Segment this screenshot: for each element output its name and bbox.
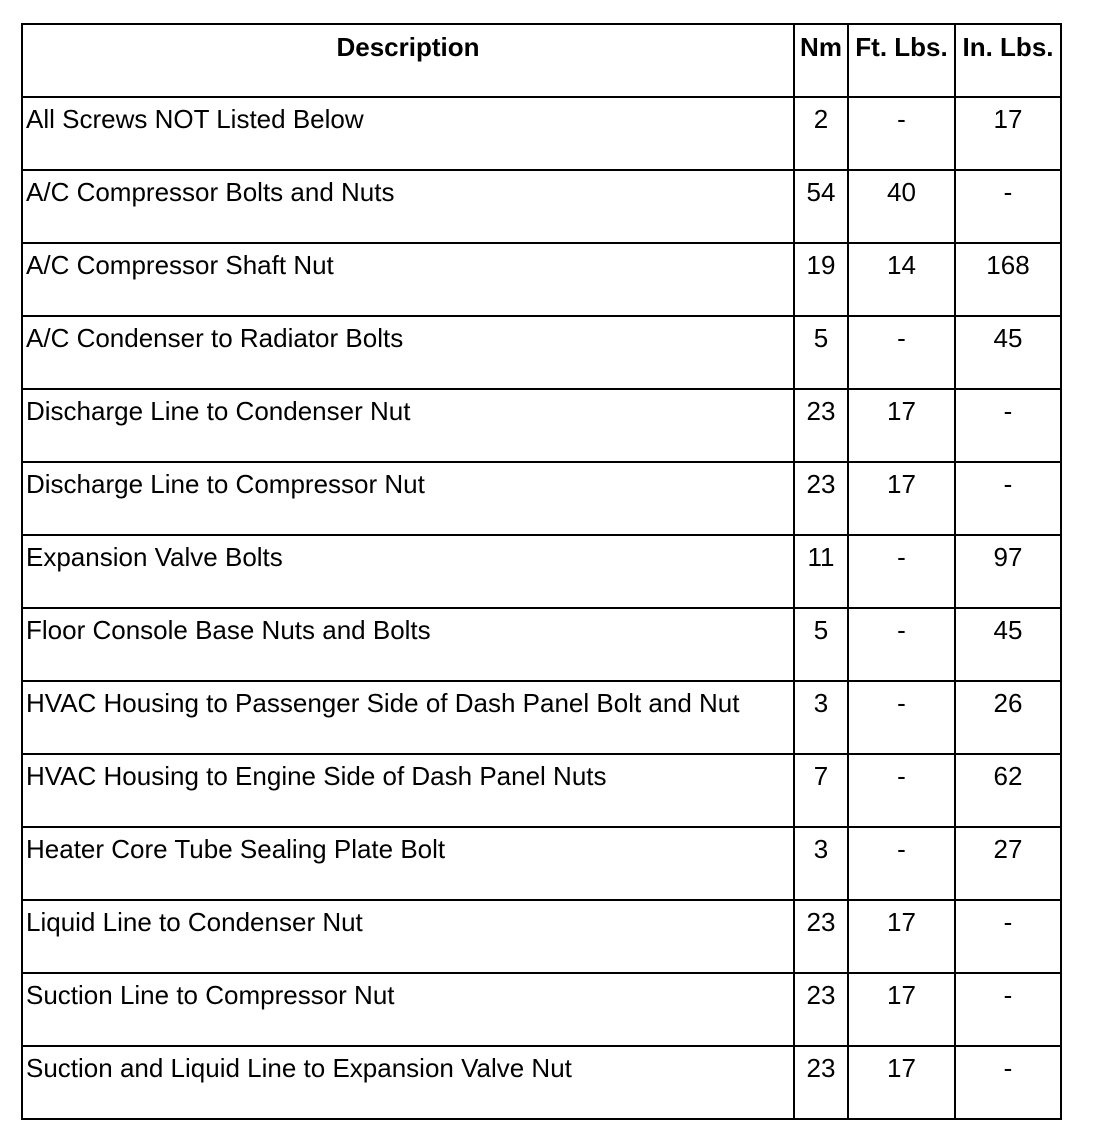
cell-ft-lbs: 17	[848, 900, 955, 973]
cell-in-lbs: -	[955, 462, 1061, 535]
cell-in-lbs: 45	[955, 316, 1061, 389]
cell-ft-lbs: -	[848, 535, 955, 608]
cell-ft-lbs: 17	[848, 1046, 955, 1119]
cell-in-lbs: -	[955, 170, 1061, 243]
cell-nm: 23	[794, 462, 848, 535]
cell-description: Heater Core Tube Sealing Plate Bolt	[22, 827, 794, 900]
table-row	[22, 754, 1061, 827]
cell-ft-lbs: 17	[848, 389, 955, 462]
table-row	[22, 827, 1061, 900]
cell-in-lbs: 97	[955, 535, 1061, 608]
cell-ft-lbs: -	[848, 681, 955, 754]
cell-nm: 11	[794, 535, 848, 608]
cell-description: Discharge Line to Condenser Nut	[22, 389, 794, 462]
header-in-lbs: In. Lbs.	[955, 24, 1061, 97]
cell-ft-lbs: -	[848, 608, 955, 681]
cell-nm: 19	[794, 243, 848, 316]
cell-in-lbs: 168	[955, 243, 1061, 316]
cell-ft-lbs: -	[848, 827, 955, 900]
cell-description: Floor Console Base Nuts and Bolts	[22, 608, 794, 681]
cell-ft-lbs: 40	[848, 170, 955, 243]
cell-nm: 23	[794, 900, 848, 973]
cell-in-lbs: 27	[955, 827, 1061, 900]
cell-ft-lbs: -	[848, 97, 955, 170]
cell-in-lbs: 62	[955, 754, 1061, 827]
cell-nm: 5	[794, 316, 848, 389]
cell-ft-lbs: 17	[848, 462, 955, 535]
cell-description: Suction and Liquid Line to Expansion Valve Nut	[22, 1046, 794, 1119]
cell-description: HVAC Housing to Engine Side of Dash Panel Nuts	[22, 754, 794, 827]
cell-in-lbs: -	[955, 389, 1061, 462]
table-row	[22, 170, 1061, 243]
cell-description: Expansion Valve Bolts	[22, 535, 794, 608]
cell-description: A/C Condenser to Radiator Bolts	[22, 316, 794, 389]
cell-nm: 5	[794, 608, 848, 681]
cell-nm: 23	[794, 1046, 848, 1119]
cell-nm: 3	[794, 827, 848, 900]
table-header-row	[22, 24, 1061, 97]
table-row	[22, 900, 1061, 973]
cell-in-lbs: -	[955, 973, 1061, 1046]
cell-ft-lbs: -	[848, 316, 955, 389]
table-row	[22, 462, 1061, 535]
cell-description: Suction Line to Compressor Nut	[22, 973, 794, 1046]
cell-in-lbs: 26	[955, 681, 1061, 754]
cell-description: Discharge Line to Compressor Nut	[22, 462, 794, 535]
table-row	[22, 97, 1061, 170]
cell-nm: 7	[794, 754, 848, 827]
cell-ft-lbs: 17	[848, 973, 955, 1046]
table-row	[22, 389, 1061, 462]
header-ft-lbs: Ft. Lbs.	[848, 24, 955, 97]
cell-in-lbs: 45	[955, 608, 1061, 681]
cell-in-lbs: 17	[955, 97, 1061, 170]
table-row	[22, 681, 1061, 754]
cell-description: HVAC Housing to Passenger Side of Dash Panel Bolt and Nut	[22, 681, 794, 754]
cell-ft-lbs: -	[848, 754, 955, 827]
table-row	[22, 973, 1061, 1046]
header-nm: Nm	[794, 24, 848, 97]
header-description: Description	[22, 24, 794, 97]
cell-description: All Screws NOT Listed Below	[22, 97, 794, 170]
cell-description: A/C Compressor Shaft Nut	[22, 243, 794, 316]
cell-description: Liquid Line to Condenser Nut	[22, 900, 794, 973]
cell-nm: 3	[794, 681, 848, 754]
table-row	[22, 1046, 1061, 1119]
cell-nm: 23	[794, 389, 848, 462]
cell-in-lbs: -	[955, 1046, 1061, 1119]
cell-description: A/C Compressor Bolts and Nuts	[22, 170, 794, 243]
torque-spec-table	[21, 23, 1062, 1120]
table-row	[22, 316, 1061, 389]
cell-in-lbs: -	[955, 900, 1061, 973]
cell-nm: 2	[794, 97, 848, 170]
cell-nm: 23	[794, 973, 848, 1046]
table-row	[22, 535, 1061, 608]
cell-nm: 54	[794, 170, 848, 243]
table-row	[22, 608, 1061, 681]
table-row	[22, 243, 1061, 316]
table-body	[22, 97, 1061, 1119]
cell-ft-lbs: 14	[848, 243, 955, 316]
